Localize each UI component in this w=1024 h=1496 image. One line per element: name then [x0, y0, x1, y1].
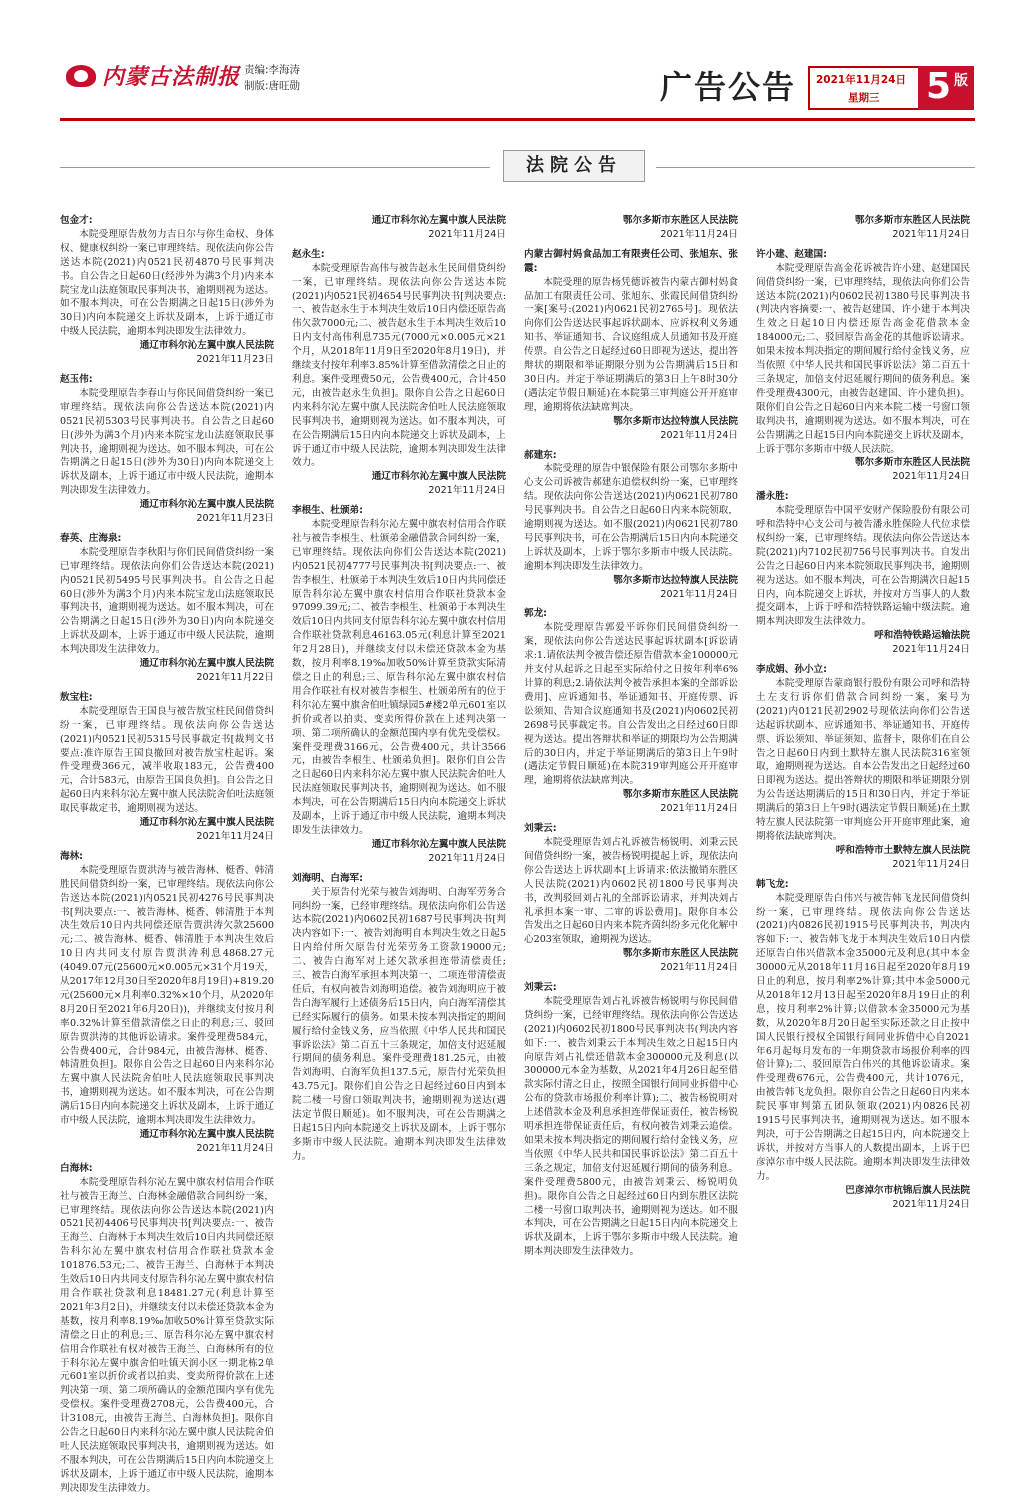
notice-court: 鄂尔多斯市达拉特旗人民法院 [613, 574, 738, 586]
column-2 [292, 214, 506, 1476]
notice-addressee: 内蒙古御村妈食品加工有限责任公司、张旭东、张霞: [524, 248, 738, 274]
notice-addressee: 李成娟、孙小立: [756, 664, 827, 676]
newspaper-logo [66, 60, 240, 91]
section-title: 广告公告 [660, 68, 797, 106]
notice-item [292, 504, 506, 866]
notice-body: 本院受理原告李秋阳与你们民间借贷纠纷一案已审理终结。现依法向你们公告送达本院(2021)内0521民初5495号民事判决书。自公告之日起60日(涉外为满3个月)内来本院宝龙山法庭领取民事判决书，逾期则视为送达。如不服本判决，可在公告期满之日起15日(涉外为30日)内向本院递交上诉状及副本，上诉于通辽市中级人民法院，逾期本判决即发生法律效力。 [60, 546, 274, 656]
notice-court: 鄂尔多斯市东胜区人民法院 [622, 789, 738, 801]
notice-addressee: 赵玉伟: [60, 373, 93, 385]
notice-addressee: 潘永胜: [756, 491, 789, 503]
notice-body: 本院受理原告白伟兴与被告韩飞龙民间借贷纠纷一案，已审理终结。现依法向你公告送达(2021)内0826民初1915号民事判决书，判决内容如下:一、被告韩飞龙于本判决生效后10日内偿还原告白伟兴借款本金35000元及利息(其中本金30000元从2018年11月16日起至2020年8月19日止的利息，按月利率2%计算;其中本金5000元从2018年12月13日起至2020年8月19日止的利息，按月利率2%计算;以借款本金35000元为基数，从2020年8月20日起至实际还款之日止按中国人民银行授权全国银行间同业拆借中心自2021年6月起每月发布的一年期贷款市场报价利率的四倍计算);二、驳回原告白伟兴的其他诉讼请求。案件受理费676元，公告费400元，共计1076元，由被告韩飞龙负担。限你自公告之日起60日内来本院民事审判第五团队领取(2021)内0826民初1915号民事判决书，逾期则视为送达。如不服本判决，可于公告期满之日起15日内，向本院递交上诉状，并按对方当事人的人数提出副本，上诉于巴彦淖尔市中级人民法院。逾期本判决即发生法律效力。 [756, 892, 970, 1182]
banner-line-right [656, 167, 975, 168]
notice-date: 2021年11月24日 [196, 1142, 274, 1154]
notice-addressee: 李根生、杜颁弟: [292, 505, 363, 517]
notice-item [60, 850, 274, 1156]
section-banner [60, 150, 975, 186]
notice-item [60, 691, 274, 844]
notice-date: 2021年11月24日 [660, 588, 738, 600]
notice-addressee: 赵永生: [292, 248, 325, 260]
notice-body: 本院受理原告高伟与被告赵永生民间借贷纠纷一案，已审理终结。现依法向你公告送达本院(2021)内0521民初4654号民事判决书[判决要点:一、被告赵永生于本判决生效后10日内偿还原告高伟欠款7000元;二、被告赵永生于本判决生效后10日内支付高伟利息735元(7000元×0.005元×21个月，从2018年11月9日至2020年8月19日)，并继续支付按年利率3.85%计算至借款清偿之日止的利息。案件受理费50元，公告费400元，合计450元，由被告赵永生负担]。限你自公告之日起60日内来科尔沁左翼中旗人民法院舍伯吐人民法庭领取民事判决书，逾期则视为送达。如不服本判决，可在公告期满后15日内向本院递交上诉状及副本，上诉于通辽市中级人民法院，逾期本判决即发生法律效力。 [292, 262, 506, 469]
notice-addressee: 郝建东: [524, 449, 557, 461]
notice-addressee: 海林: [60, 850, 84, 862]
page-number: 5 [926, 66, 952, 107]
notice-body: 本院受理原告刘占礼诉被告杨锐明、刘秉云民间借贷纠纷一案，被告杨锐明提起上诉，现依法向你公告送达上诉状副本[上诉请求:依法撤销东胜区人民法院(2021)内0602民初1800号民事判决书，改判驳回刘占礼的全部诉讼请求，并判决刘占礼承担本案一审、二审的诉讼费用]。限你自本公告发出之日起60日内来本院齐茵纠纷多元化化解中心203室领取，逾期视为送达。 [524, 836, 738, 946]
notice-item [60, 214, 274, 367]
notice-addressee: 敖宝柱: [60, 691, 93, 703]
notice-item [292, 872, 506, 1164]
notice-date: 2021年11月24日 [892, 471, 970, 483]
notice-addressee: 许小建、赵建国: [756, 248, 827, 260]
page-suffix: 版 [954, 73, 968, 89]
notice-addressee: 刘海明、白海军: [292, 872, 363, 884]
notice-court: 通辽市科尔沁左翼中旗人民法院 [371, 471, 506, 483]
notice-body: 本院受理原告中国平安财产保险股份有限公司呼和浩特中心支公司与被告潘永胜保险人代位求偿权纠纷一案，已审理终结。现依法向你公告送达本院(2021)内7102民初756号民事判决书。自发出公告之日起60日内来本院领取民事判决书，逾期则视为送达。如不服本判决，可在公告期满次日起15日内，向本院递交上诉状，并按对方当事人的人数提交副本，上诉于呼和浩特铁路运输中级法院。逾期本判决即发生法律效力。 [756, 505, 970, 628]
notice-item [756, 248, 970, 484]
producer-label: 制版:唐旺勋 [244, 80, 301, 92]
notice-date: 2021年11月24日 [892, 1198, 970, 1210]
notice-body: 本院受理原告科尔沁左翼中旗农村信用合作联社与被告李根生、杜颁弟金融借款合同纠纷一案，已审理终结。现依法向你们公告送达本院(2021)内0521民初4777号民事判决书[判决要点:一、被告李根生、杜颁弟于本判决生效后10日内共同偿还原告科尔沁左翼中旗农村信用合作联社贷款本金97099.39元;二、被告李根生、杜颁弟于本判决生效后10日内共同支付原告科尔沁左翼中旗农村信用合作联社贷款利息46163.05元(利息计算至2021年2月28日)，并继续支付以未偿还贷款本金为基数，按月利率8.19‰加收50%计算至贷款实际清偿之日止的利息;三、原告科尔沁左翼中旗农村信用合作联社有权对被告李根生、杜颁弟所有的位于科尔沁左翼中旗舍伯吐镇绿园5#楼2单元601室以折价或者以拍卖、变卖所得价款在上述判决第一项、第二项所确认的金额范围内享有优先受偿权。案件受理费3166元，公告费400元，共计3566元，由被告李根生、杜颁弟负担]。限你们自公告之日起60日内来科尔沁左翼中旗人民法院舍伯吐人民法庭领取民事判决书，逾期则视为送达。如不服本判决，可在公告期满后15日内向本院递交上诉状及副本，上诉于通辽市中级人民法院，逾期本判决即发生法律效力。 [292, 519, 506, 836]
notice-item [524, 822, 738, 975]
notice-date: 2021年11月24日 [428, 852, 506, 864]
banner-line-left [60, 167, 490, 168]
column-1 [60, 214, 274, 1494]
notice-court: 通辽市科尔沁左翼中旗人民法院 [371, 215, 506, 226]
notice-date: 2021年11月24日 [892, 858, 970, 870]
notice-date: 2021年11月22日 [196, 672, 274, 683]
notice-court: 通辽市科尔沁左翼中旗人民法院 [139, 658, 274, 670]
notice-addressee: 包金才: [60, 215, 93, 226]
notice-date: 2021年11月24日 [196, 830, 274, 842]
editor-credits [244, 62, 300, 94]
notice-item-continued [524, 214, 738, 242]
notice-item [756, 878, 970, 1212]
notice-date: 2021年11月24日 [428, 228, 506, 240]
notice-body: 本院受理的原告中银保险有限公司鄂尔多斯中心支公司诉被告郝建东追偿权纠纷一案，已审理终结。现依法向你公告送达(2021)内0621民初780号民事判决书。自公告之日起60日内来本院领取，逾期则视为送达。如不服(2021)内0621民初780号民事判决书，可在公告期满后15日内向本院递交上诉状及副本，上诉于鄂尔多斯市中级人民法院。逾期本判决即发生法律效力。 [524, 463, 738, 572]
notice-item [524, 981, 738, 1259]
notice-item-continued [756, 214, 970, 242]
notice-addressee: 白海林: [60, 1162, 93, 1174]
notice-item [756, 490, 970, 657]
notice-court: 通辽市科尔沁左翼中旗人民法院 [139, 817, 274, 829]
notice-body: 本院受理原告郭爱平诉你们民间借贷纠纷一案，现依法向你公告送达民事起诉状副本[诉讼请求:1.请依法判令被告偿还原告借款本金100000元并支付从起诉之日起至实际给付之日按年利率6%计算的利息;2.请依法判令被告承担本案的全部诉讼费用]、应诉通知书、举证通知书、开庭传票、诉讼须知、告知合议庭通知书及(2021)内0602民初2698号民事裁定书。自公告发出之日经过60日即视为送达。提出答辩状和举证的期限均为公告期满后的30日内，并定于举证期满后的第3日上午9时(遇法定节假日顺延)在本院319审判庭公开开庭审理，逾期将依法缺席判决。 [524, 622, 738, 787]
notice-date: 2021年11月23日 [196, 354, 274, 366]
banner-title: 法院公告 [503, 150, 645, 182]
notice-court: 通辽市科尔沁左翼中旗人民法院 [139, 499, 274, 511]
column-3 [524, 214, 738, 1476]
notice-court: 呼和浩特铁路运输法院 [874, 630, 970, 642]
editor-label: 责编:李海涛 [244, 64, 301, 76]
notice-body: 本院受理原告科尔沁左翼中旗农村信用合作联社与被告王海兰、白海林金融借款合同纠纷一案，已审理终结。现依法向你公告送达本院(2021)内0521民初4406号民事判决书[判决要点:一、被告王海兰、白海林于本判决生效后10日内共同偿还原告科尔沁左翼中旗农村信用合作联社贷款本金101876.53元;二、被告王海兰、白海林于本判决生效后10日内共同支付原告科尔沁左翼中旗农村信用合作联社贷款利息18481.27元(利息计算至2021年3月2日)，并继续支付以未偿还贷款本金为基数，按月利率8.19‰加收50%计算至贷款实际清偿之日止的利息;三、原告科尔沁左翼中旗农村信用合作联社有权对被告王海兰、白海林所有的位于科尔沁左翼中旗舍伯吐镇天润小区一期北栋2单元601室以折价或者以拍卖、变卖所得价款在上述判决第一项、第二项所确认的金额范围内享有优先受偿权。案件受理费2708元，公告费400元，合计3108元，由被告王海兰、白海林负担]。限你自公告之日起60日内来科尔沁左翼中旗人民法院舍伯吐人民法庭领取民事判决书，逾期则视为送达。如不服本判决，可在公告期满后15日内向本院递交上诉状及副本，上诉于通辽市中级人民法院，逾期本判决即发生法律效力。 [60, 1176, 274, 1494]
notice-addressee: 春英、庄海泉: [60, 532, 122, 544]
notice-date: 2021年11月24日 [892, 644, 970, 656]
notice-addressee: 刘秉云: [524, 823, 557, 835]
notice-body: 本院受理原告王国良与被告敖宝柱民间借贷纠纷一案，已审理终结。现依法向你公告送达(2021)内0521民初5315号民事裁定书[裁判文书要点:准许原告王国良撤回对被告敖宝柱起诉。案件受理费366元，减半收取183元，公告费400元，合计583元，由原告王国良负担]。自公告之日起60日内来科尔沁左翼中旗人民法院舍伯吐法庭领取民事裁定书，逾期则视为送达。 [60, 705, 274, 815]
page-header [0, 0, 1024, 128]
notice-court: 鄂尔多斯市东胜区人民法院 [854, 215, 970, 226]
logo-text: 内蒙古法制报 [102, 64, 241, 90]
notice-date: 2021年11月24日 [428, 485, 506, 497]
notice-item [524, 607, 738, 816]
notice-date: 2021年11月24日 [660, 429, 738, 441]
issue-date-box [808, 66, 920, 110]
notice-court: 呼和浩特市土默特左旗人民法院 [835, 844, 970, 856]
notice-court: 巴彦淖尔市杭锦后旗人民法院 [845, 1184, 970, 1196]
notice-item [60, 373, 274, 526]
notice-body: 本院受理原告贾洪涛与被告海林、梃香、韩清胜民间借贷纠纷一案，已审理终结。现依法向你公告送达本院(2021)内0521民初4276号民事判决书[判决要点:一、被告海林、梃香、韩清胜于本判决生效后10日内共同偿还原告贾洪涛欠款25600元;二、被告海林、梃香、韩清胜于本判决生效后10日内共同支付原告贾洪涛利息4868.27元(4049.07元(25600元×0.005元×31个月19天，从2017年12月30日至2020年8月19日)+819.20元(25600元×月利率0.32%×10个月，从2020年8月20日至2021年6月20日))，并继续支付按月利率0.32%计算至借款清偿之日止的利息;三、驳回原告贾洪涛的其他诉讼请求。案件受理费584元，公告费400元，合计984元，由被告海林、梃香、韩清胜负担]。限你自公告之日起60日内来科尔沁左翼中旗人民法院舍伯吐人民法庭领取民事判决书，逾期则视为送达。如不服本判决，可在公告期满后15日内向本院递交上诉状及副本，上诉于通辽市中级人民法院，逾期本判决即发生法律效力。 [60, 864, 274, 1127]
notice-court: 鄂尔多斯市东胜区人民法院 [622, 948, 738, 960]
notice-court: 鄂尔多斯市达拉特旗人民法院 [613, 415, 738, 427]
notice-body: 本院受理原告李春山与你民间借贷纠纷一案已审理终结。现依法向你公告送达本院(2021)内0521民初5303号民事判决书。自公告之日起60日(涉外为满3个月)内来本院宝龙山法庭领取民事判决书，逾期则视为送达。如不服本判决，可在公告期满之日起15日(涉外为30日)内向本院递交上诉状及副本，上诉于通辽市中级人民法院，逾期本判决即发生法律效力。 [60, 387, 274, 497]
notice-item [60, 532, 274, 685]
notice-addressee: 韩飞龙: [756, 878, 789, 890]
header-rule [60, 118, 975, 121]
notice-item [60, 1162, 274, 1496]
notice-court: 鄂尔多斯市东胜区人民法院 [622, 215, 738, 226]
notice-date: 2021年11月24日 [660, 228, 738, 240]
notice-date: 2021年11月24日 [660, 962, 738, 974]
notice-columns [60, 214, 975, 1494]
notice-court: 通辽市科尔沁左翼中旗人民法院 [139, 340, 274, 352]
notice-date: 2021年11月24日 [660, 803, 738, 815]
notice-body: 本院受理原告敖勿力吉日尔与你生命权、身体权、健康权纠纷一案已审理终结。现依法向你公告送达本院(2021)内0521民初4870号民事判决书。自公告之日起60日(经涉外为满3个月)内来本院宝龙山法庭领取民事判决书，逾期则视为送达。如不服本判决，可在公告期满之日起15日(涉外为30日)内向本院递交上诉状及副本，上诉于通辽市中级人民法院，逾期本判决即发生法律效力。 [60, 228, 274, 338]
notice-body: 本院受理原告蒙商银行股份有限公司呼和浩特土左支行诉你们借款合同纠纷一案，案号为(2021)内0121民初2902号现依法向你们公告送达起诉状副本、应诉通知书、举证通知书、开庭传票、诉讼须知、举证须知、监督卡，限你们在自公告之日起60日内到土默特左旗人民法院316室领取，逾期则视为送达。自本公告发出之日起经过60日即视为送达。提出答辩状的期限和举证期限分别为公告送达期满后的15日和30日内，并定于举证期满后的第3日上午9时(遇法定节假日顺延)在土默特左旗人民法院第一审判庭公开开庭审理此案，逾期将依法缺席判决。 [756, 678, 970, 842]
notice-item [756, 663, 970, 872]
column-4 [756, 214, 970, 1476]
notice-body: 本院受理的原告杨凭德诉被告内蒙古御村妈食品加工有限责任公司、张旭东、张霞民间借贷纠纷一案[案号:(2021)内0621民初2765号]。现依法向你们公告送达民事起诉状副本、应诉权利义务通知书、举证通知书、合议庭组成人员通知书及开庭传票。自公告之日起经过60日即视为送达，提出答辩状的期限和举证期限分别为公告期满后15日和30日内。并定于举证期满后的第3日上午8时30分(遇法定节假日顺延)在本院第三审判庭公开开庭审理，逾期将依法缺席判决。 [524, 276, 738, 413]
notice-body: 本院受理原告高金花诉被告许小建、赵建国民间借贷纠纷一案，已审理终结，现依法向你们公告送达本院(2021)内0602民初1380号民事判决书(判决内容摘要:一、被告赵建国、许小建于本判决生效之日起10日内偿还原告高金花借款本金184000元;二、驳回原告高金花的其他诉讼请求。如果未按本判决指定的期间履行给付金钱义务，应当依照《中华人民共和国民事诉讼法》第二百五十三条规定，加倍支付迟延履行期间的债务利息。案件受理费4300元，由被告赵建国、许小建负担)。限你们自公告之日起60日内来本院二楼一号窗口领取判决书，逾期则视为送达。如不服本判决，可在公告期满之日起15日内向本院递交上诉状及副本，上诉于鄂尔多斯市中级人民法院。 [756, 262, 970, 455]
page-number-badge [918, 66, 974, 110]
notice-addressee: 刘秉云: [524, 982, 557, 994]
notice-item [524, 449, 738, 602]
notice-body: 本院受理原告刘占礼诉被告杨锐明与你民间借贷纠纷一案，已经审理终结。现依法向你公告送达(2021)内0602民初1800号民事判决书(判决内容如下:一、被告刘秉云于本判决生效之日起15日内向原告刘占礼偿还借款本金300000元及利息(以300000元本金为基数，从2021年4月26日起至借款实际付清之日止，按照全国银行间同业拆借中心公布的贷款市场报价利率计算);二、被告杨锐明对上述借款本金及利息承担连带保证责任，被告杨锐明承担连带保证责任后，有权向被告刘秉云追偿。如果未按本判决指定的期间履行给付金钱义务，应当依照《中华人民共和国民事诉讼法》第二百五十三条之规定，加倍支付迟延履行期间的债务利息。案件受理费5800元，由被告刘秉云、杨锐明负担)。限你自公告之日起经过60日内到东胜区法院二楼一号窗口取判决书，逾期则视为送达。如不服本判决，可在公告期满之日起15日内向本院递交上诉状及副本，上诉于鄂尔多斯市中级人民法院。逾期本判决即发生法律效力。 [524, 995, 738, 1258]
logo-emblem-icon [66, 65, 96, 87]
notice-date: 2021年11月23日 [196, 513, 274, 525]
notice-item-continued [292, 214, 506, 242]
issue-weekday: 星期三 [848, 92, 880, 104]
notice-addressee: 郭龙: [524, 608, 548, 620]
notice-court: 鄂尔多斯市东胜区人民法院 [854, 457, 970, 469]
notice-court: 通辽市科尔沁左翼中旗人民法院 [371, 838, 506, 850]
notice-item [292, 248, 506, 498]
notice-item [524, 248, 738, 443]
notice-date: 2021年11月24日 [892, 228, 970, 240]
notice-court: 通辽市科尔沁左翼中旗人民法院 [139, 1129, 274, 1140]
issue-date: 2021年11月24日 [816, 74, 906, 86]
notice-body: 关于原告付光荣与被告刘海明、白海军劳务合同纠纷一案，已经审理终结。现依法向你们公告送达本院(2021)内0602民初1687号民事判决书[判决内容如下:一、被告刘海明自本判决生效之日起5日内给付所欠原告付光荣劳务工资款19000元;二、被告白海军对上述欠款承担连带清偿责任;三、被告白海军承担本判决第一、二项连带清偿责任后，有权向被告刘海明追偿。被告刘海明应于被告白海军履行上述债务后15日内，向白海军清偿其已经实际履行的债务。如果未按本判决指定的期间履行给付金钱义务，应当依照《中华人民共和国民事诉讼法》第二百五十三条规定，加倍支付迟延履行期间的债务利息。案件受理费181.25元，由被告刘海明、白海军负担137.5元，原告付光荣负担43.75元]。限你们自公告之日起经过60日内到本院二楼一号窗口领取判决书，逾期则视为送达(遇法定节假日顺延)。如不服判决，可在公告期满之日起15日内向本院递交上诉状及副本，上诉于鄂尔多斯市中级人民法院。逾期本判决即发生法律效力。 [292, 886, 506, 1162]
